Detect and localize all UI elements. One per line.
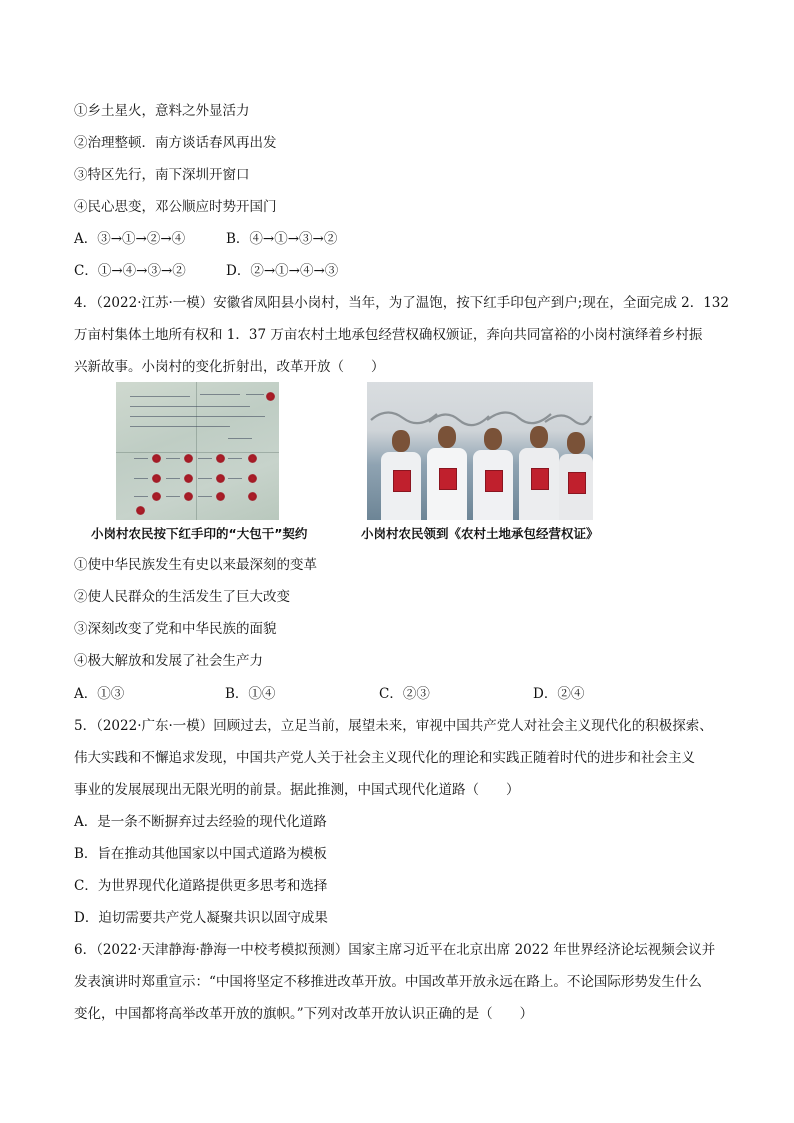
q3-item-2: ②治理整顿．南方谈话春风再出发 [74, 135, 277, 151]
q5-option-a: A．是一条不断摒弃过去经验的现代化道路 [74, 814, 327, 830]
figure1-caption: 小岗村农民按下红手印的“大包干”契约 [91, 526, 308, 541]
q6-stem-line-2: 发表演讲时郑重宣示：“中国将坚定不移推进改革开放。中国改革开放永远在路上。不论国际形势发生什么 [74, 974, 702, 990]
q5-stem-line-3: 事业的发展展现出无限光明的前景。据此推测，中国式现代化道路（ ） [74, 782, 520, 798]
q4-stem-line-1: 4．（2022·江苏·一模）安徽省凤阳县小岗村，当年，为了温饱，按下红手印包产到户;现在，全面完成 2．132 [74, 295, 729, 311]
q4-stem-line-3: 兴新故事。小岗村的变化折射出，改革开放（ ） [74, 359, 385, 375]
memorial-banner [367, 402, 593, 428]
figure2-caption: 小岗村农民领到《农村土地承包经营权证》 [361, 526, 599, 541]
q4-option-d: D．②④ [533, 686, 585, 702]
q4-stem-line-2: 万亩村集体土地所有权和 1．37 万亩农村土地承包经营权确权颁证，奔向共同富裕的小岗村演绎着乡村振 [74, 327, 703, 343]
q5-stem-line-1: 5．（2022·广东·一模）回顾过去，立足当前，展望未来，审视中国共产党人对社会主义现代化的积极探索、 [74, 718, 713, 734]
q3-option-a: A．③→①→②→④ [74, 231, 186, 247]
q3-option-c: C．①→④→③→② [74, 263, 186, 279]
q5-option-c: C．为世界现代化道路提供更多思考和选择 [74, 878, 328, 894]
q4-item-2: ②使人民群众的生活发生了巨大改变 [74, 589, 290, 605]
q6-stem-line-3: 变化，中国都将高举改革开放的旗帜。”下列对改革开放认识正确的是（ ） [74, 1006, 534, 1022]
q3-item-1: ①乡土星火，意料之外显活力 [74, 103, 250, 119]
q3-item-3: ③特区先行，南下深圳开窗口 [74, 167, 250, 183]
q5-stem-line-2: 伟大实践和不懈追求发现，中国共产党人关于社会主义现代化的理论和实践正随着时代的进步和社会主义 [74, 750, 695, 766]
contract-photo [116, 382, 279, 520]
q3-item-4: ④民心思变，邓公顺应时势开国门 [74, 199, 277, 215]
q4-item-4: ④极大解放和发展了社会生产力 [74, 653, 263, 669]
certificate-photo [367, 382, 593, 520]
q4-item-3: ③深刻改变了党和中华民族的面貌 [74, 621, 277, 637]
q4-option-c: C．②③ [379, 686, 430, 702]
q5-option-d: D．迫切需要共产党人凝聚共识以固守成果 [74, 910, 328, 926]
q3-option-d: D．②→①→④→③ [226, 263, 339, 279]
q3-option-b: B．④→①→③→② [226, 231, 338, 247]
q4-option-b: B．①④ [225, 686, 276, 702]
q4-option-a: A．①③ [74, 686, 125, 702]
q5-option-b: B．旨在推动其他国家以中国式道路为模板 [74, 846, 327, 862]
q6-stem-line-1: 6．（2022·天津静海·静海一中校考模拟预测）国家主席习近平在北京出席 2022 年世界经济论坛视频会议并 [74, 942, 716, 958]
q4-item-1: ①使中华民族发生有史以来最深刻的变革 [74, 557, 317, 573]
